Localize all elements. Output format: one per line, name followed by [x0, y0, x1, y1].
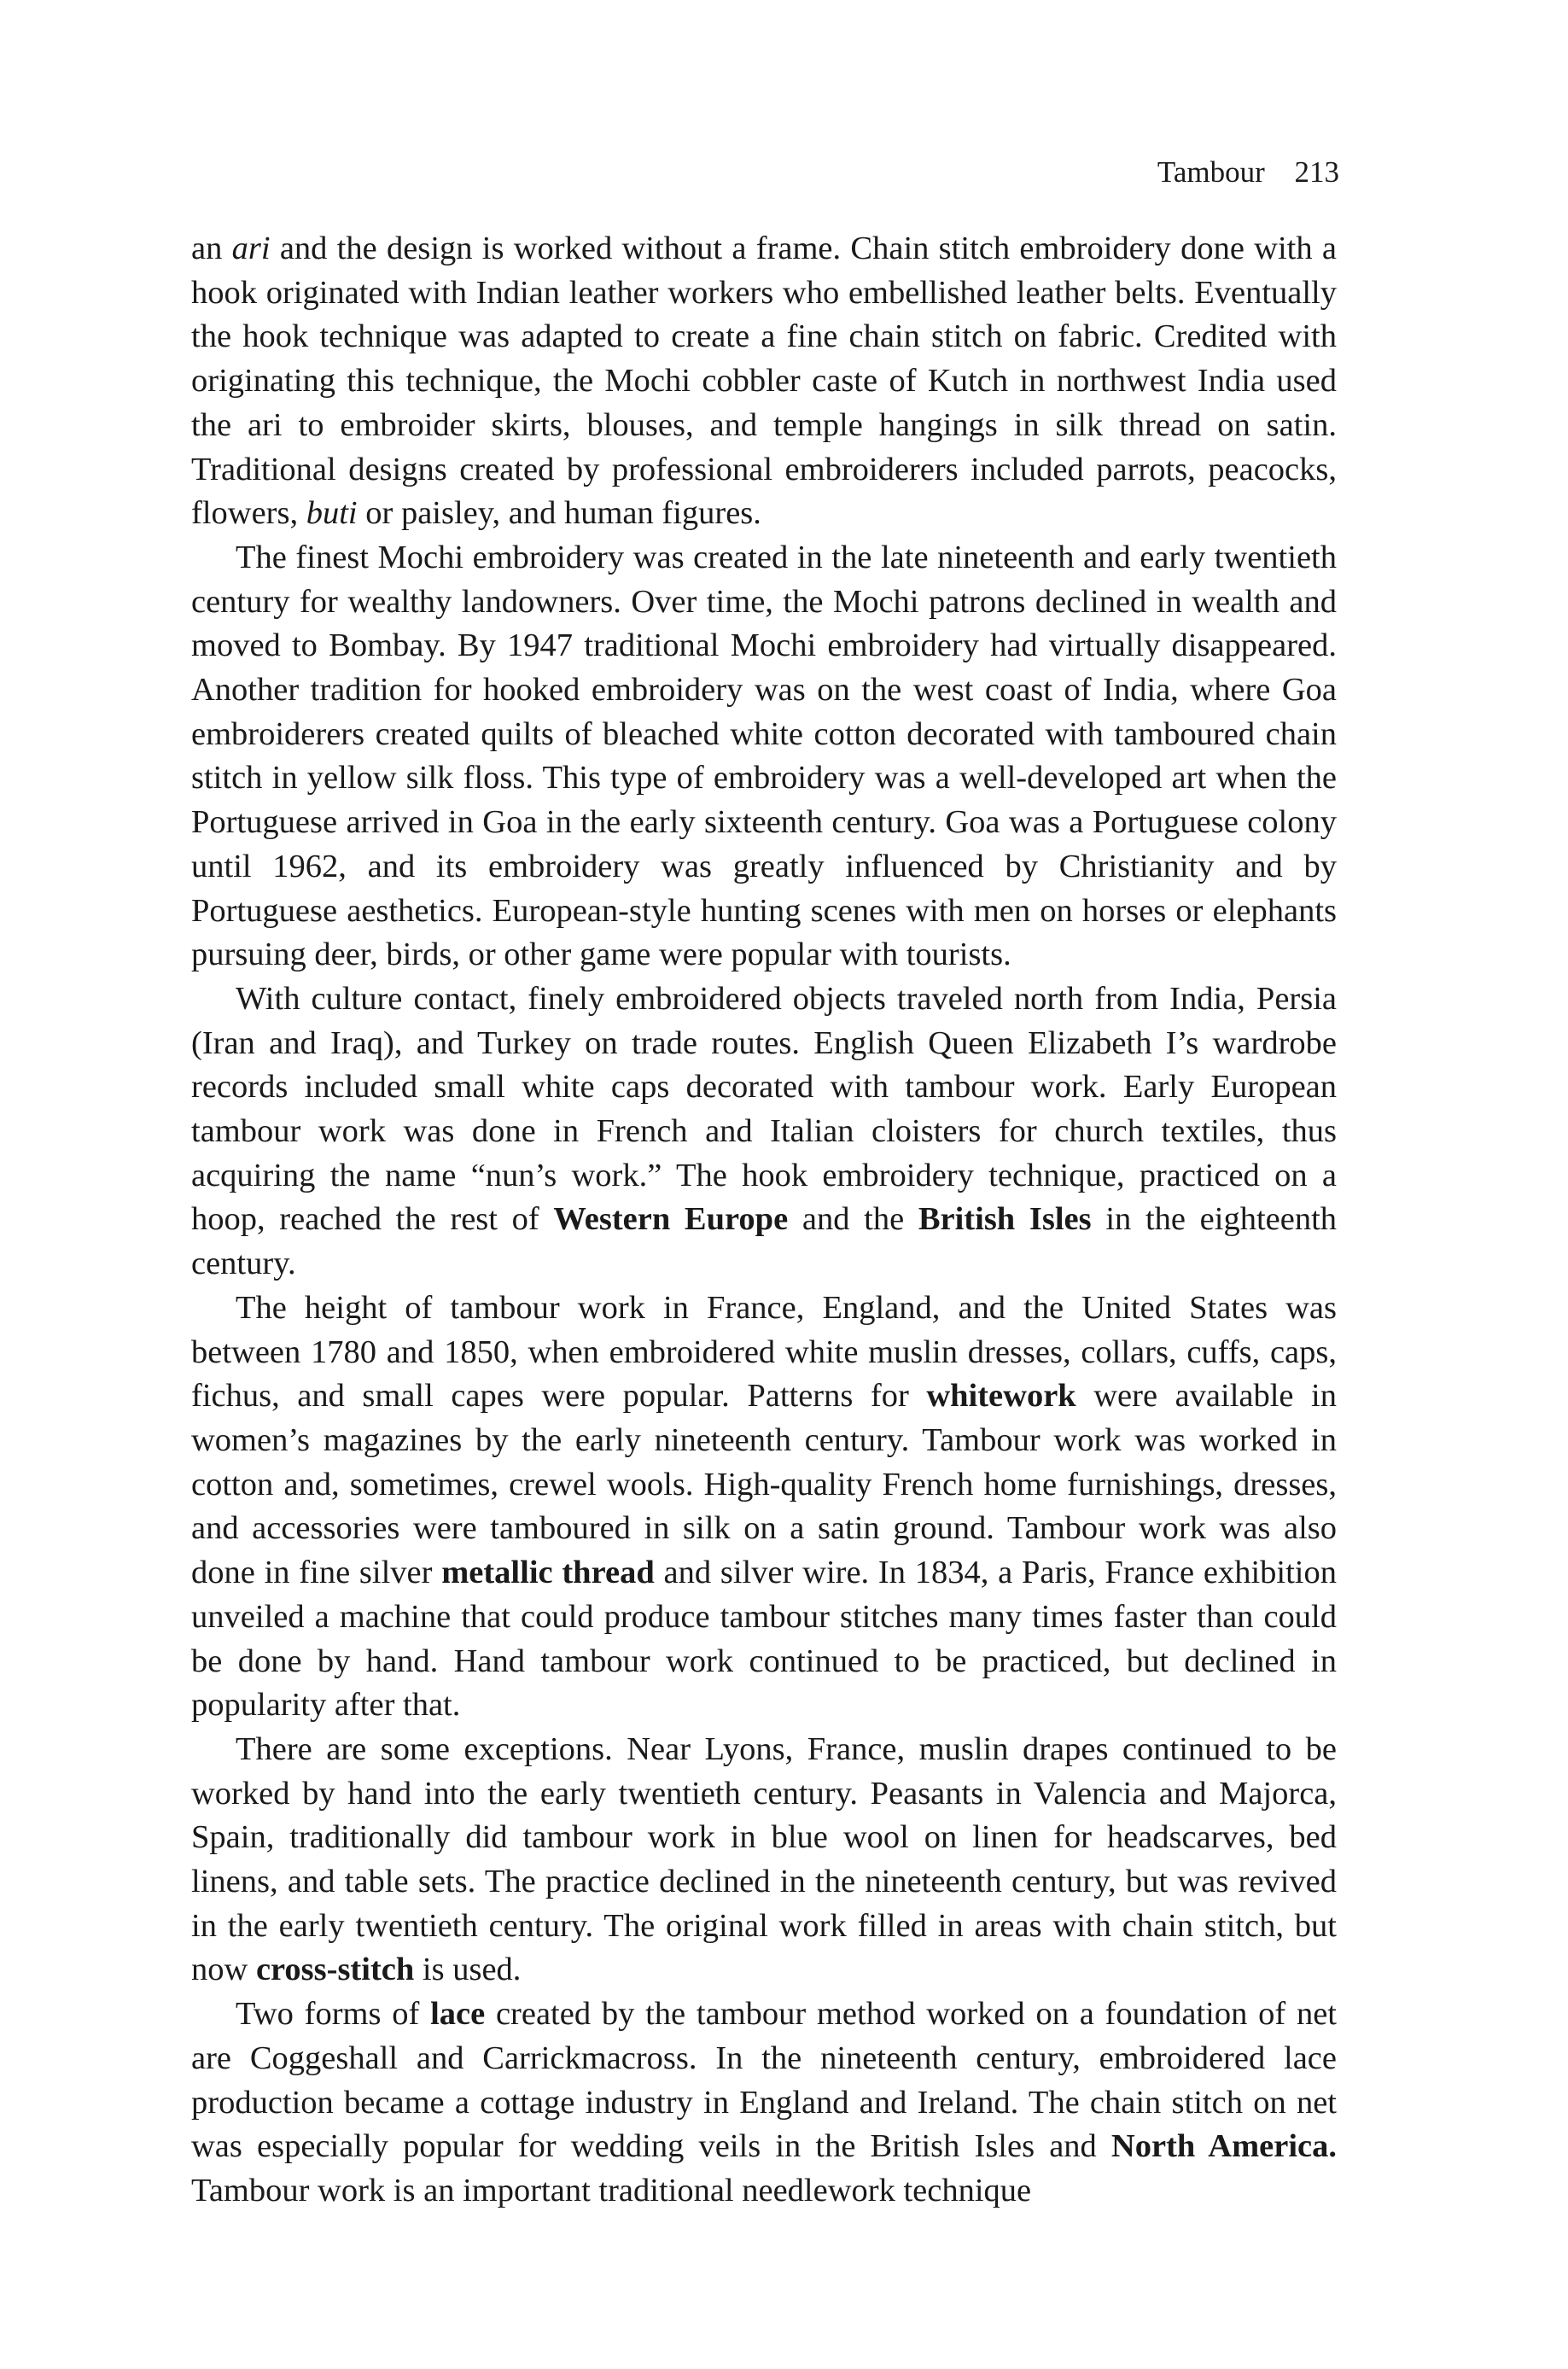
- text-run: Tambour work is an important traditional needlework technique: [191, 2172, 1032, 2209]
- text-run: Two forms of: [236, 1996, 431, 2033]
- text-run: The height of tambour work in France, England, and the United States was between 1780 and 1850, when embroidered white muslin dresses, collars, cuffs, caps, fichus, and small capes were popular. Patterns for: [191, 1289, 1337, 1415]
- paragraph: [191, 977, 1337, 1287]
- bold-term: British Isles: [918, 1201, 1092, 1238]
- text-run: an: [191, 230, 232, 266]
- text-run: and silver wire. In 1834, a Paris, France exhibition unveiled a machine that could produce tambour stitches many times faster than could be done by hand. Hand tambour work continued to be practiced, but declined in popularity after that.: [191, 1555, 1337, 1724]
- running-title: Tambour: [1157, 155, 1265, 189]
- paragraph: [191, 1728, 1337, 1993]
- bold-term: North America.: [1110, 2128, 1338, 2165]
- text-run: With culture contact, finely embroidered objects traveled north from India, Persia (Iran and Iraq), and Turkey on trade routes. English Queen Elizabeth I’s wardrobe records included small white caps decorated with tambour work. Early European tambour work was done in French and Italian cloisters for church textiles, thus acquiring the name “nun’s work.” The hook embroidery technique, practiced on a hoop, reached the rest of: [191, 980, 1337, 1238]
- text-run: in the eighteenth century.: [191, 1201, 1338, 1282]
- text-run: were available in women’s magazines by the early nineteenth century. Tambour work was worked in cotton and, sometimes, crewel wools. High-quality French home furnishings, dresses, and accessories were tamboured in silk on a satin ground. Tambour work was also done in fine silver: [191, 1378, 1337, 1591]
- bold-term: Western Europe: [553, 1201, 789, 1238]
- italic-term: buti: [306, 495, 358, 532]
- text-run: is used.: [414, 1952, 522, 1988]
- bold-term: cross-stitch: [255, 1952, 415, 1988]
- text-run: or paisley, and human figures.: [357, 495, 761, 532]
- text-run: created by the tambour method worked on a foundation of net are Coggeshall and Carrickmacross. In the nineteenth century, embroidered lace production became a cottage industry in England and Ireland. The chain stitch on net was especially popular for wedding veils in the British Isles and: [191, 1996, 1337, 2165]
- text-run: and the design is worked without a frame. Chain stitch embroidery done with a hook originated with Indian leather workers who embellished leather belts. Eventually the hook technique was adapted to create a fine chain stitch on fabric. Credited with originating this technique, the Mochi cobbler caste of Kutch in northwest India used the ari to embroider skirts, blouses, and temple hangings in silk thread on satin. Traditional designs created by professional embroiderers included parrots, peacocks, flowers,: [191, 230, 1337, 532]
- page-number: 213: [1294, 155, 1339, 189]
- paragraph: [191, 1993, 1337, 2214]
- bold-term: whitework: [926, 1378, 1076, 1415]
- body-text: [191, 227, 1337, 2214]
- text-run: The finest Mochi embroidery was created in the late nineteenth and early twentieth century for wealthy landowners. Over time, the Mochi patrons declined in wealth and moved to Bombay. By 1947 traditional Mochi embroidery had virtually disappeared. Another tradition for hooked embroidery was on the west coast of India, where Goa embroiderers created quilts of bleached white cotton decorated with tamboured chain stitch in yellow silk floss. This type of embroidery was a well-developed art when the Portuguese arrived in Goa in the early sixteenth century. Goa was a Portuguese colony until 1962, and its embroidery was greatly influenced by Christianity and by Portuguese aesthetics. European-style hunting scenes with men on horses or elephants pursuing deer, birds, or other game were popular with tourists.: [191, 539, 1337, 973]
- paragraph: [191, 536, 1337, 977]
- text-run: and the: [788, 1201, 918, 1238]
- bold-term: metallic thread: [441, 1555, 655, 1591]
- paragraph: [191, 1287, 1337, 1728]
- text-run: There are some exceptions. Near Lyons, France, muslin drapes continued to be worked by hand into the early twentieth century. Peasants in Valencia and Majorca, Spain, traditionally did tambour work in blue wool on linen for headscarves, bed linens, and table sets. The practice declined in the nineteenth century, but was revived in the early twentieth century. The original work filled in areas with chain stitch, but now: [191, 1730, 1337, 1988]
- running-head: [1157, 154, 1339, 191]
- bold-term: lace: [430, 1996, 486, 2033]
- paragraph: [191, 227, 1337, 536]
- italic-term: ari: [231, 230, 271, 266]
